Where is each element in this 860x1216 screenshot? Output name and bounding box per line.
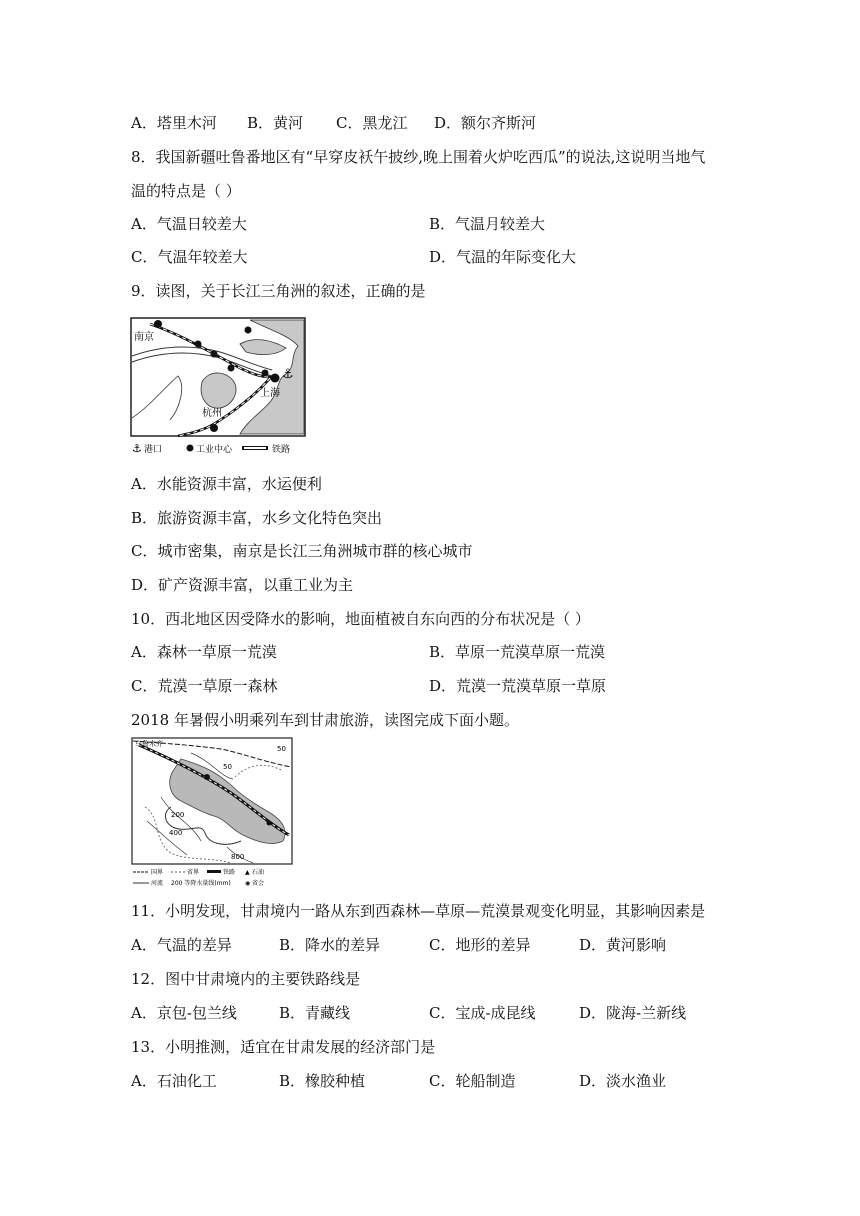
contour-label-3: 400 [169, 829, 183, 837]
q8-option-a[interactable]: A．气温日较差大 [131, 215, 247, 233]
legend-border: 国界 [151, 869, 164, 876]
q7-option-c[interactable]: C．黑龙江 [336, 114, 408, 132]
contour-label-4: 800 [231, 853, 245, 861]
q10-option-b[interactable]: B．草原一荒漠草原一荒漠 [429, 643, 606, 661]
q8-option-b[interactable]: B．气温月较差大 [429, 215, 546, 233]
capital-icon: ◉ [245, 880, 251, 887]
q11-option-b[interactable]: B．降水的差异 [279, 936, 381, 954]
contour-label-5: 50 [277, 745, 286, 753]
q10-option-a[interactable]: A．森林一草原一荒漠 [131, 643, 277, 661]
legend-isoline: 200 等降水量线(mm) [171, 880, 231, 887]
q13-option-b[interactable]: B．橡胶种植 [279, 1072, 366, 1090]
q7-option-b[interactable]: B．黄河 [247, 114, 304, 132]
q9-option-d[interactable]: D．矿产资源丰富，以重工业为主 [131, 576, 354, 594]
q13-option-a[interactable]: A．石油化工 [131, 1072, 217, 1090]
legend-port: 港口 [144, 445, 163, 455]
shanghai-label: 上海 [260, 388, 280, 399]
q8-stem-line1: 8．我国新疆吐鲁番地区有“早穿皮袄午披纱,晚上围着火炉吃西瓜”的说法,这说明当地气 [131, 148, 706, 166]
q12-option-c[interactable]: C．宝成-成昆线 [429, 1004, 536, 1022]
q12-option-b[interactable]: B．青藏线 [279, 1004, 351, 1022]
legend-railway: 铁路 [272, 445, 291, 455]
port-icon: ⚓ [132, 442, 142, 455]
legend-province-border: 省界 [187, 869, 200, 876]
oil-icon: ▲ [245, 869, 250, 876]
legend-oil: 石油 [252, 869, 265, 876]
railway-icon [242, 446, 268, 450]
legend-river: 河流 [151, 880, 164, 887]
q13-option-c[interactable]: C．轮船制造 [429, 1072, 516, 1090]
q10-option-d[interactable]: D．荒漠一荒漠草原一草原 [429, 677, 607, 695]
industry-icon [187, 445, 194, 452]
q8-stem-line2: 温的特点是（ ） [131, 182, 241, 200]
contour-label-2: 200 [171, 811, 185, 819]
gansu-map [131, 737, 295, 889]
q13-stem: 13．小明推测，适宜在甘肃发展的经济部门是 [131, 1038, 436, 1056]
svg-text:⚓: ⚓ [282, 367, 294, 382]
nanjing-label: 南京 [134, 332, 154, 343]
q9-option-c[interactable]: C．城市密集，南京是长江三角洲城市群的核心城市 [131, 542, 473, 560]
q10-option-c[interactable]: C．荒漠一草原一森林 [131, 677, 278, 695]
q12-option-d[interactable]: D．陇海-兰新线 [579, 1004, 687, 1022]
q11-option-d[interactable]: D．黄河影响 [579, 936, 667, 954]
q8-option-c[interactable]: C．气温年较差大 [131, 248, 248, 266]
hangzhou-label: 杭州 [202, 408, 222, 419]
q11-stem: 11．小明发现，甘肃境内一路从东到西森林—草原—荒漠景观变化明显，其影响因素是 [131, 902, 706, 920]
q10-stem: 10．西北地区因受降水的影响，地面植被自东向西的分布状况是（ ） [131, 610, 590, 628]
urumqi-label: 乌鲁木齐 [135, 740, 163, 748]
yangtze-delta-map [130, 316, 310, 458]
q11-option-c[interactable]: C．地形的差异 [429, 936, 531, 954]
legend-industry: 工业中心 [196, 445, 233, 455]
contour-label-1: 50 [223, 763, 232, 771]
legend-capital: 省会 [252, 880, 265, 887]
q7-option-a[interactable]: A．塔里木河 [131, 114, 217, 132]
q8-option-d[interactable]: D．气温的年际变化大 [429, 248, 577, 266]
q9-stem: 9．读图，关于长江三角洲的叙述，正确的是 [131, 282, 426, 300]
q9-option-a[interactable]: A．水能资源丰富，水运便利 [131, 475, 322, 493]
q12-option-a[interactable]: A．京包-包兰线 [131, 1004, 237, 1022]
q11-option-a[interactable]: A．气温的差异 [131, 936, 232, 954]
q12-stem: 12．图中甘肃境内的主要铁路线是 [131, 970, 361, 988]
legend-railway-2: 铁路 [223, 869, 236, 876]
section-intro: 2018 年暑假小明乘列车到甘肃旅游，读图完成下面小题。 [131, 711, 519, 729]
q9-option-b[interactable]: B．旅游资源丰富，水乡文化特色突出 [131, 509, 383, 527]
q7-option-d[interactable]: D．额尔齐斯河 [434, 114, 537, 132]
q13-option-d[interactable]: D．淡水渔业 [579, 1072, 667, 1090]
